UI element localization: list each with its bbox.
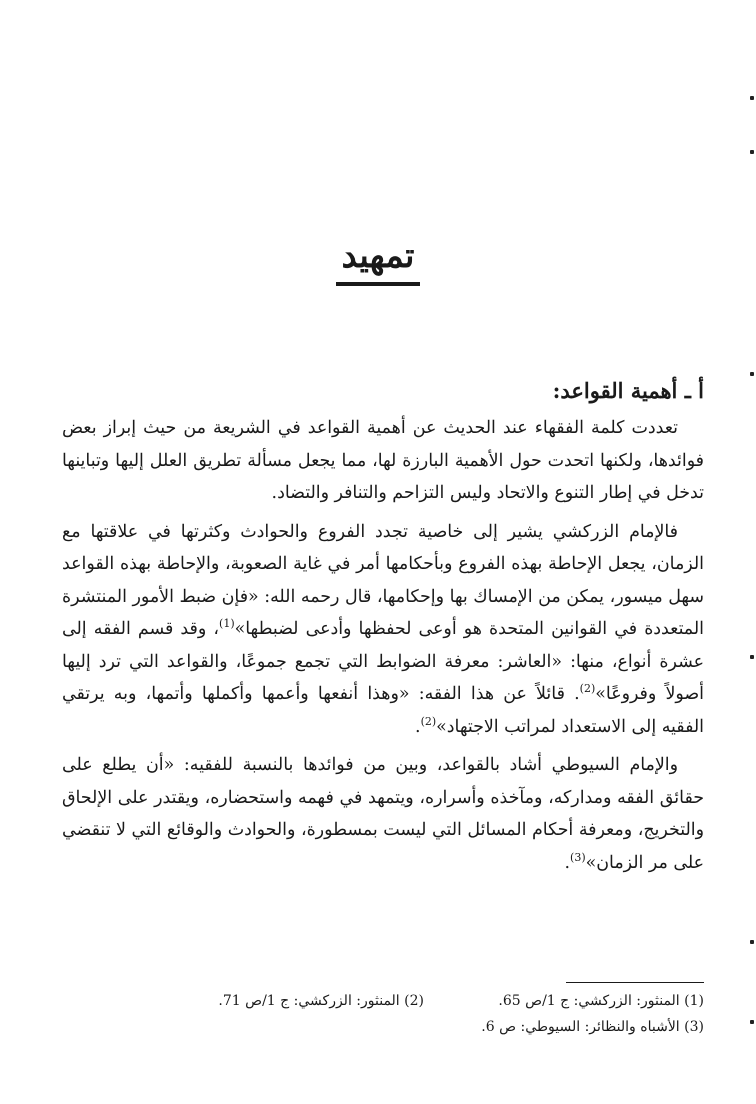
paragraph-3 — [62, 749, 704, 879]
footnote-ref: (2) — [579, 682, 596, 696]
footnote-row — [62, 988, 704, 1014]
paragraph-2-part-3: . قائلاً عن هذا الفقه: «وهذا أنفعها وأعمها وأكملها وأتمها، وبه يرتقي الفقيه إلى الاستعداد لمراتب الاجتهاد» — [62, 684, 704, 737]
margin-mark — [750, 150, 754, 154]
paragraph-2-part-1: فالإمام الزركشي يشير إلى خاصية تجدد الفروع والحوادث وكثرتها في علاقتها مع الزمان، يجعل الإحاطة بهذه الفروع وبأحكامها أمر في غاية الصعوبة، والإحاطة بهذه القواعد سهل ميسور، يمكن من الإمساك بها وإحكامها، قال رحمه الله: «فإن ضبط الأمور المنتشرة المتعددة في القوانين المتحدة هو أوعى لحفظها وأدعى لضبطها» — [62, 521, 704, 639]
footnote-1: (1) المنثور: الزركشي: ج 1/ص 65. — [498, 993, 704, 1009]
page-title: تمهيد — [336, 232, 421, 286]
title-block — [0, 232, 756, 286]
footnote-2: (2) المنثور: الزركشي: ج 1/ص 71. — [218, 993, 424, 1009]
paragraph-1 — [62, 412, 704, 510]
body-text — [62, 372, 704, 885]
footnote-ref: (1) — [219, 617, 235, 631]
footnote-ref: (2) — [420, 714, 437, 728]
footnote-separator — [566, 982, 704, 983]
margin-mark — [750, 96, 754, 100]
footnote-3: (3) الأشباه والنظائر: السيوطي: ص 6. — [481, 1019, 704, 1035]
paragraph-3-part-2: . — [564, 852, 571, 873]
footnotes — [62, 988, 704, 1040]
paragraph-1-text: تعددت كلمة الفقهاء عند الحديث عن أهمية القواعد في الشريعة من حيث إبراز بعض فوائدها، ولكنها اتحدت حول الأهمية البارزة لها، مما يجعل مسألة تطريق العلل إليها وتباينها تدخل في إطار التنوع والاتحاد وليس التزاحم والتنافر والتضاد. — [62, 418, 704, 503]
margin-mark — [750, 655, 754, 659]
margin-mark — [750, 1020, 754, 1024]
footnote-row — [62, 1014, 704, 1040]
paragraph-2 — [62, 516, 704, 744]
section-heading: أ ـ أهمية القواعد: — [552, 378, 704, 403]
paragraph-3-part-1: والإمام السيوطي أشاد بالقواعد، وبين من فوائدها بالنسبة للفقيه: «أن يطلع على حقائق الفقه ومداركه، ومآخذه وأسراره، ويتمهد في فهمه واستحضاره، ويقتدر على الإلحاق والتخريج، ومعرفة أحكام المسائل التي ليست بمسطورة، والحوادث والوقائع التي لا تنقضي على مر الزمان» — [62, 755, 704, 873]
margin-mark — [750, 372, 754, 376]
paragraph-2-part-2: ، وقد قسم الفقه إلى عشرة أنواع، منها: «العاشر: معرفة الضوابط التي تجمع جموعًا، والقواعد التي ترد إليها أصولاً وفروعًا» — [62, 619, 704, 704]
paragraph-2-part-4: . — [415, 716, 421, 737]
footnote-ref: (3) — [570, 850, 586, 864]
margin-mark — [750, 940, 754, 944]
